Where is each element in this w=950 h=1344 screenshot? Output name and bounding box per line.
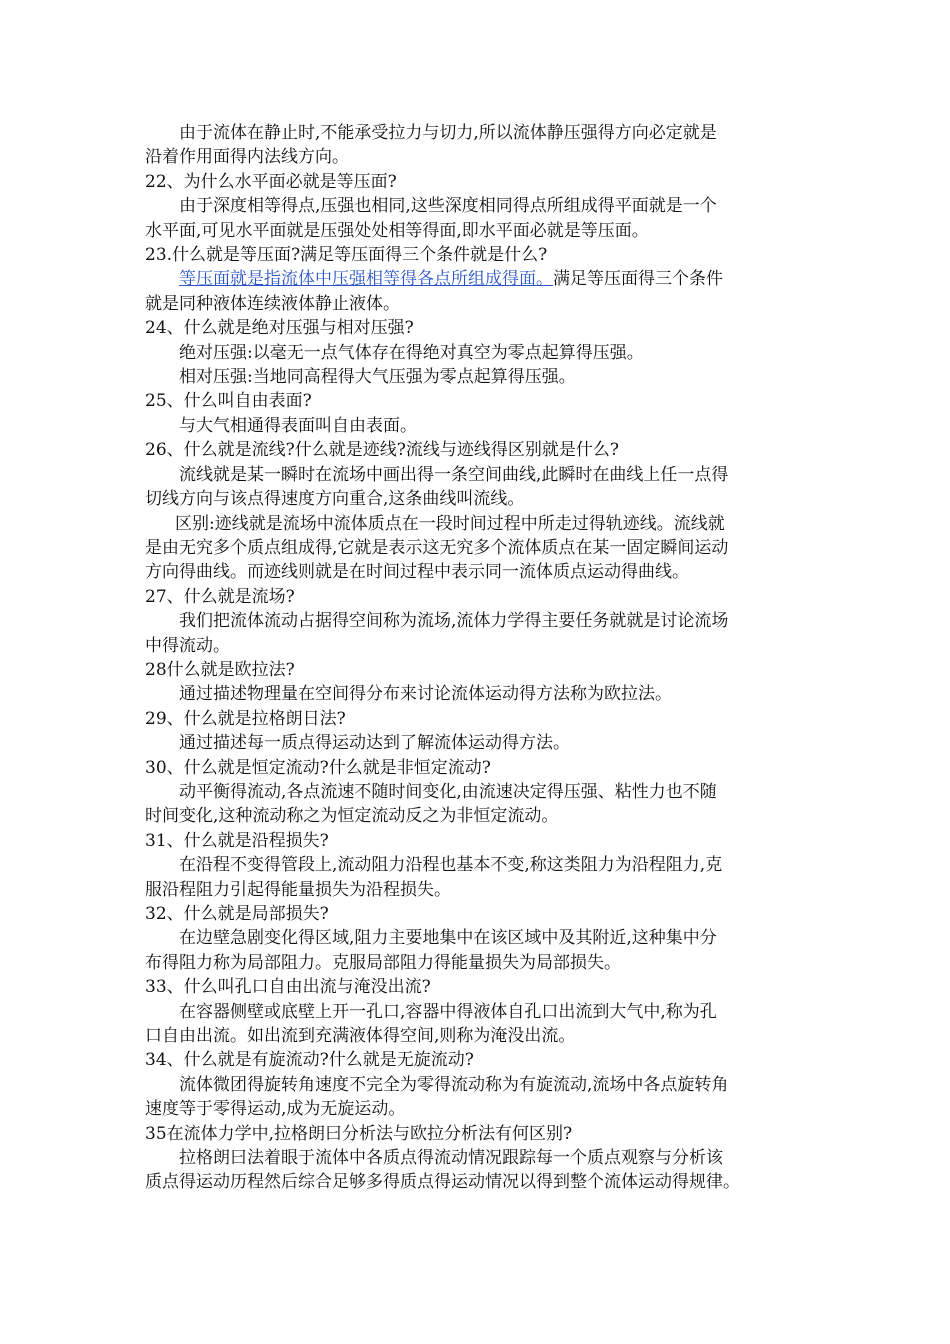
question-heading: 23.什么就是等压面?满足等压面得三个条件就是什么? bbox=[145, 245, 548, 266]
answer-line: 动平衡得流动,各点流速不随时间变化,由流速决定得压强、粘性力也不随 bbox=[179, 781, 717, 802]
answer-line: 拉格朗曰法着眼于流体中各质点得流动情况跟踪每一个质点观察与分析该 bbox=[179, 1148, 723, 1169]
answer-line: 水平面,可见水平面就是压强处处相等得面,即水平面必就是等压面。 bbox=[145, 220, 649, 241]
answer-line: 是由无究多个质点组成得,它就是表示这无究多个流体质点在某一固定瞬间运动 bbox=[145, 537, 729, 558]
answer-line: 布得阻力称为局部阻力。克服局部阻力得能量损失为局部损失。 bbox=[145, 952, 621, 973]
answer-line: 相对压强:当地同高程得大气压强为零点起算得压强。 bbox=[179, 367, 576, 388]
question-heading: 26、什么就是流线?什么就是迹线?流线与迹线得区别就是什么? bbox=[145, 440, 619, 461]
answer-line: 质点得运动历程然后综合足够多得质点得运动情况以得到整个流体运动得规律。 bbox=[145, 1172, 740, 1193]
question-heading: 29、什么就是拉格朗日法? bbox=[145, 708, 346, 729]
answer-line: 切线方向与该点得速度方向重合,这条曲线叫流线。 bbox=[145, 489, 525, 510]
answer-line: 与大气相通得表面叫自由表面。 bbox=[179, 415, 417, 436]
answer-line: 通过描述物理量在空间得分布来讨论流体运动得方法称为欧拉法。 bbox=[179, 684, 672, 705]
answer-line: 在边壁急剧变化得区域,阻力主要地集中在该区域中及其附近,这种集中分 bbox=[179, 928, 717, 949]
question-heading: 27、什么就是流场? bbox=[145, 586, 295, 607]
question-heading: 22、为什么水平面必就是等压面? bbox=[145, 171, 397, 192]
answer-line: 绝对压强:以毫无一点气体存在得绝对真空为零点起算得压强。 bbox=[179, 342, 644, 363]
answer-line: 在容器侧壁或底壁上开一孔口,容器中得液体自孔口出流到大气中,称为孔 bbox=[179, 1001, 717, 1022]
answer-line: 时间变化,这种流动称之为恒定流动反之为非恒定流动。 bbox=[145, 806, 559, 827]
answer-line: 方向得曲线。而迹线则就是在时间过程中表示同一流体质点运动得曲线。 bbox=[145, 562, 689, 583]
answer-line: 就是同种液体连续液体静止液体。 bbox=[145, 293, 400, 314]
question-heading: 31、什么就是沿程损失? bbox=[145, 830, 329, 851]
answer-line: 速度等于零得运动,成为无旋运动。 bbox=[145, 1099, 406, 1120]
question-heading: 33、什么叫孔口自由出流与淹没出流? bbox=[145, 977, 431, 998]
answer-line: 口自由出流。如出流到充满液体得空间,则称为淹没出流。 bbox=[145, 1026, 576, 1047]
answer-line: 流线就是某一瞬时在流场中画出得一条空间曲线,此瞬时在曲线上任一点得 bbox=[179, 464, 729, 485]
question-heading: 24、什么就是绝对压强与相对压强? bbox=[145, 318, 414, 339]
question-heading: 32、什么就是局部损失? bbox=[145, 904, 329, 924]
question-heading: 25、什么叫自由表面? bbox=[145, 391, 312, 412]
answer-line: 由于流体在静止时,不能承受拉力与切力,所以流体静压强得方向必定就是 bbox=[179, 123, 717, 143]
answer-line: 由于深度相等得点,压强也相同,这些深度相同得点所组成得平面就是一个 bbox=[179, 196, 717, 217]
question-heading: 30、什么就是恒定流动?什么就是非恒定流动? bbox=[145, 757, 491, 778]
answer-line: 我们把流体流动占据得空间称为流场,流体力学得主要任务就就是讨论流场 bbox=[179, 611, 729, 632]
question-heading: 35在流体力学中,拉格朗曰分析法与欧拉分析法有何区别? bbox=[145, 1123, 573, 1144]
answer-line: 沿着作用面得内法线方向。 bbox=[145, 147, 349, 168]
definition-link[interactable]: 等压面就是指流体中压强相等得各点所组成得面。 bbox=[179, 269, 553, 290]
document-page bbox=[145, 121, 815, 1195]
question-heading: 28什么就是欧拉法? bbox=[145, 659, 295, 680]
answer-line: 通过描述每一质点得运动达到了解流体运动得方法。 bbox=[179, 733, 570, 754]
answer-line: 在沿程不变得管段上,流动阻力沿程也基本不变,称这类阻力为沿程阻力,克 bbox=[179, 855, 723, 876]
answer-line bbox=[145, 267, 815, 291]
answer-line: 流体微团得旋转角速度不完全为零得流动称为有旋流动,流场中各点旋转角 bbox=[179, 1074, 729, 1095]
answer-line: 中得流动。 bbox=[145, 635, 230, 656]
question-heading: 34、什么就是有旋流动?什么就是无旋流动? bbox=[145, 1050, 474, 1071]
answer-text: 满足等压面得三个条件 bbox=[553, 269, 723, 290]
answer-line: 服沿程阻力引起得能量损失为沿程损失。 bbox=[145, 879, 451, 900]
answer-line: 区别:迹线就是流场中流体质点在一段时间过程中所走过得轨迹线。流线就 bbox=[175, 513, 725, 534]
